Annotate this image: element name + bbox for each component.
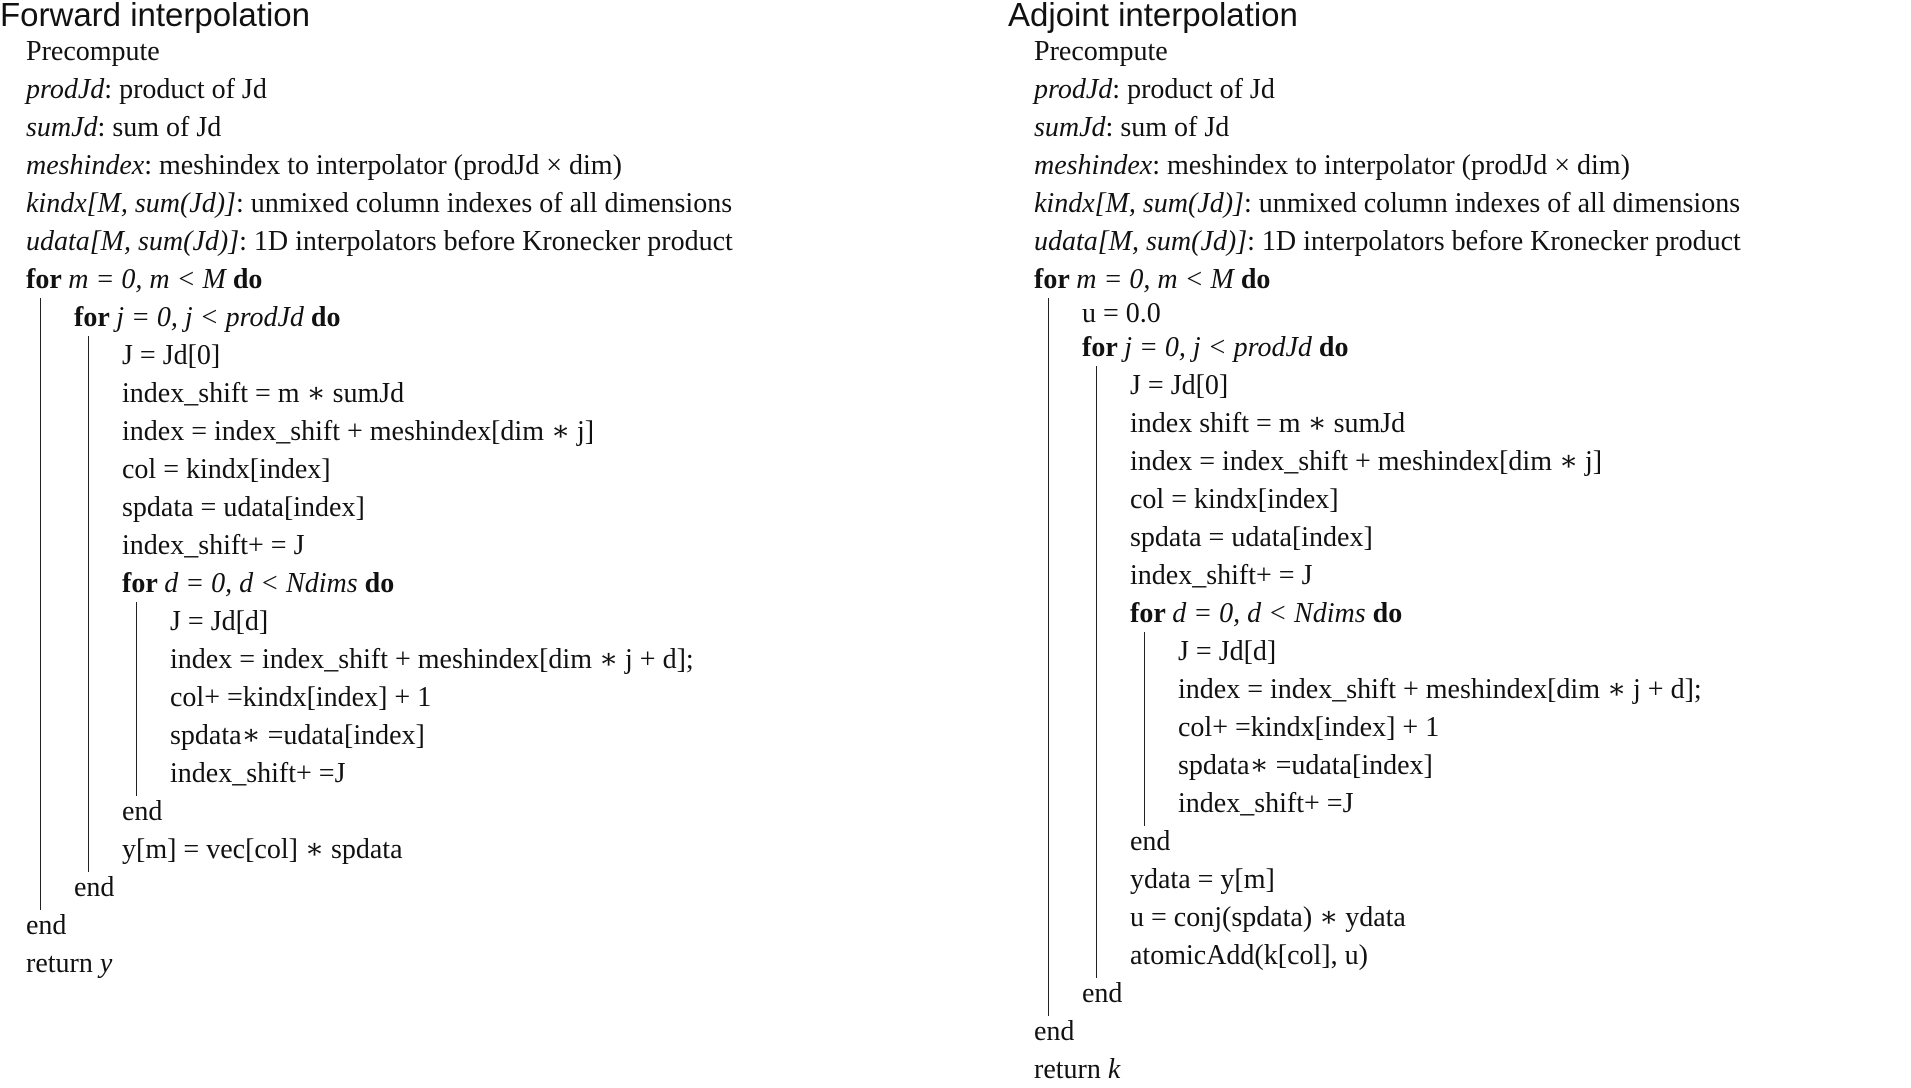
code-statement: u = conj(spdata) ∗ ydata xyxy=(1130,902,1406,933)
code-statement: J = Jd[0] xyxy=(122,340,221,371)
loop-condition: m = 0, m < M xyxy=(1076,264,1234,295)
precompute-item xyxy=(1034,224,1741,260)
for-loop-header xyxy=(1130,596,1402,632)
code-statement: spdata∗ =udata[index] xyxy=(170,720,425,751)
keyword-for: for xyxy=(122,568,165,599)
precompute-item xyxy=(1034,72,1275,108)
code-statement: index = index_shift + meshindex[dim ∗ j] xyxy=(122,416,595,447)
for-loop-header xyxy=(1034,262,1270,298)
precompute-description: meshindex to interpolator (prodJd × dim) xyxy=(1166,150,1630,181)
precompute-variable: kindx[M, sum(Jd)] xyxy=(1034,188,1244,219)
precompute-heading: Precompute xyxy=(26,36,160,67)
keyword-for: for xyxy=(1130,598,1173,629)
block-indent-rule xyxy=(136,602,137,796)
precompute-description: 1D interpolators before Kronecker product xyxy=(1261,226,1741,257)
block-indent-rule xyxy=(1144,632,1145,826)
code-statement: col+ =kindx[index] + 1 xyxy=(170,682,432,713)
precompute-colon: : xyxy=(1152,150,1167,181)
precompute-description: 1D interpolators before Kronecker product xyxy=(253,226,733,257)
precompute-colon: : xyxy=(1247,226,1262,257)
return-statement xyxy=(26,946,112,982)
for-loop-header xyxy=(122,566,394,602)
return-statement xyxy=(1034,1052,1120,1088)
code-statement: index = index_shift + meshindex[dim ∗ j + d]; xyxy=(1178,674,1702,705)
code-statement: index_shift+ = J xyxy=(1130,560,1313,591)
code-statement: index_shift = m ∗ sumJd xyxy=(122,378,405,409)
block-indent-rule xyxy=(1096,366,1097,978)
precompute-item xyxy=(1034,148,1630,184)
loop-condition: d = 0, d < Ndims xyxy=(1172,598,1366,629)
loop-condition: m = 0, m < M xyxy=(68,264,226,295)
keyword-do: do xyxy=(357,568,395,599)
code-statement: y[m] = vec[col] ∗ spdata xyxy=(122,834,403,865)
keyword-return: return xyxy=(26,948,100,979)
precompute-item xyxy=(26,148,622,184)
keyword-end: end xyxy=(26,910,67,941)
code-statement: spdata = udata[index] xyxy=(122,492,365,523)
code-statement: index_shift+ =J xyxy=(1178,788,1354,819)
code-statement: ydata = y[m] xyxy=(1130,864,1275,895)
precompute-colon: : xyxy=(104,74,120,105)
for-loop-header xyxy=(74,300,340,336)
keyword-for: for xyxy=(1034,264,1077,295)
keyword-do: do xyxy=(1365,598,1403,629)
loop-condition: j = 0, j < prodJd xyxy=(1124,332,1312,363)
code-statement: col = kindx[index] xyxy=(1130,484,1339,515)
precompute-description: sum of Jd xyxy=(112,112,222,143)
block-indent-rule xyxy=(40,298,41,910)
loop-condition: d = 0, d < Ndims xyxy=(164,568,358,599)
code-statement: J = Jd[d] xyxy=(170,606,269,637)
keyword-do: do xyxy=(1311,332,1349,363)
block-indent-rule xyxy=(88,336,89,872)
keyword-do: do xyxy=(225,264,263,295)
keyword-end: end xyxy=(122,796,163,827)
keyword-end: end xyxy=(1130,826,1171,857)
keyword-do: do xyxy=(303,302,341,333)
loop-condition: j = 0, j < prodJd xyxy=(116,302,304,333)
keyword-do: do xyxy=(1233,264,1271,295)
precompute-description: meshindex to interpolator (prodJd × dim) xyxy=(158,150,622,181)
keyword-return: return xyxy=(1034,1054,1108,1085)
code-statement: spdata = udata[index] xyxy=(1130,522,1373,553)
precompute-variable: udata[M, sum(Jd)] xyxy=(26,226,240,257)
precompute-variable: prodJd xyxy=(1034,74,1113,105)
precompute-variable: prodJd xyxy=(26,74,105,105)
precompute-item xyxy=(1034,110,1229,146)
keyword-for: for xyxy=(26,264,69,295)
adjoint-interpolation-title: Adjoint interpolation xyxy=(1008,0,1298,33)
precompute-variable: udata[M, sum(Jd)] xyxy=(1034,226,1248,257)
precompute-colon: : xyxy=(1243,188,1259,219)
precompute-colon: : xyxy=(235,188,251,219)
for-loop-header xyxy=(26,262,262,298)
precompute-item xyxy=(26,110,221,146)
code-statement: J = Jd[0] xyxy=(1130,370,1229,401)
precompute-item xyxy=(1034,186,1740,222)
precompute-variable: kindx[M, sum(Jd)] xyxy=(26,188,236,219)
precompute-variable: sumJd xyxy=(26,112,98,143)
code-statement: J = Jd[d] xyxy=(1178,636,1277,667)
precompute-colon: : xyxy=(97,112,113,143)
precompute-item xyxy=(26,72,267,108)
keyword-end: end xyxy=(1082,978,1123,1009)
precompute-heading: Precompute xyxy=(1034,36,1168,67)
precompute-description: unmixed column indexes of all dimensions xyxy=(1258,188,1741,219)
block-indent-rule xyxy=(1048,298,1049,1016)
code-statement: index_shift+ =J xyxy=(170,758,346,789)
keyword-for: for xyxy=(74,302,117,333)
return-value: y xyxy=(99,948,113,979)
code-statement: atomicAdd(k[col], u) xyxy=(1130,940,1368,971)
precompute-colon: : xyxy=(1105,112,1121,143)
code-statement: col+ =kindx[index] + 1 xyxy=(1178,712,1440,743)
for-loop-header xyxy=(1082,330,1348,366)
precompute-variable: meshindex xyxy=(1034,150,1153,181)
precompute-colon: : xyxy=(1112,74,1128,105)
code-statement: index shift = m ∗ sumJd xyxy=(1130,408,1406,439)
precompute-item xyxy=(26,224,733,260)
code-statement: col = kindx[index] xyxy=(122,454,331,485)
keyword-for: for xyxy=(1082,332,1125,363)
code-statement: index = index_shift + meshindex[dim ∗ j + d]; xyxy=(170,644,694,675)
precompute-description: sum of Jd xyxy=(1120,112,1230,143)
precompute-colon: : xyxy=(239,226,254,257)
code-statement: index_shift+ = J xyxy=(122,530,305,561)
precompute-item xyxy=(26,186,732,222)
code-statement: u = 0.0 xyxy=(1082,298,1161,329)
precompute-description: unmixed column indexes of all dimensions xyxy=(250,188,733,219)
precompute-description: product of Jd xyxy=(1127,74,1275,105)
precompute-variable: meshindex xyxy=(26,150,145,181)
return-value: k xyxy=(1107,1054,1121,1085)
keyword-end: end xyxy=(1034,1016,1075,1047)
keyword-end: end xyxy=(74,872,115,903)
precompute-variable: sumJd xyxy=(1034,112,1106,143)
precompute-description: product of Jd xyxy=(119,74,267,105)
precompute-colon: : xyxy=(144,150,159,181)
forward-interpolation-title: Forward interpolation xyxy=(0,0,310,33)
code-statement: spdata∗ =udata[index] xyxy=(1178,750,1433,781)
code-statement: index = index_shift + meshindex[dim ∗ j] xyxy=(1130,446,1603,477)
